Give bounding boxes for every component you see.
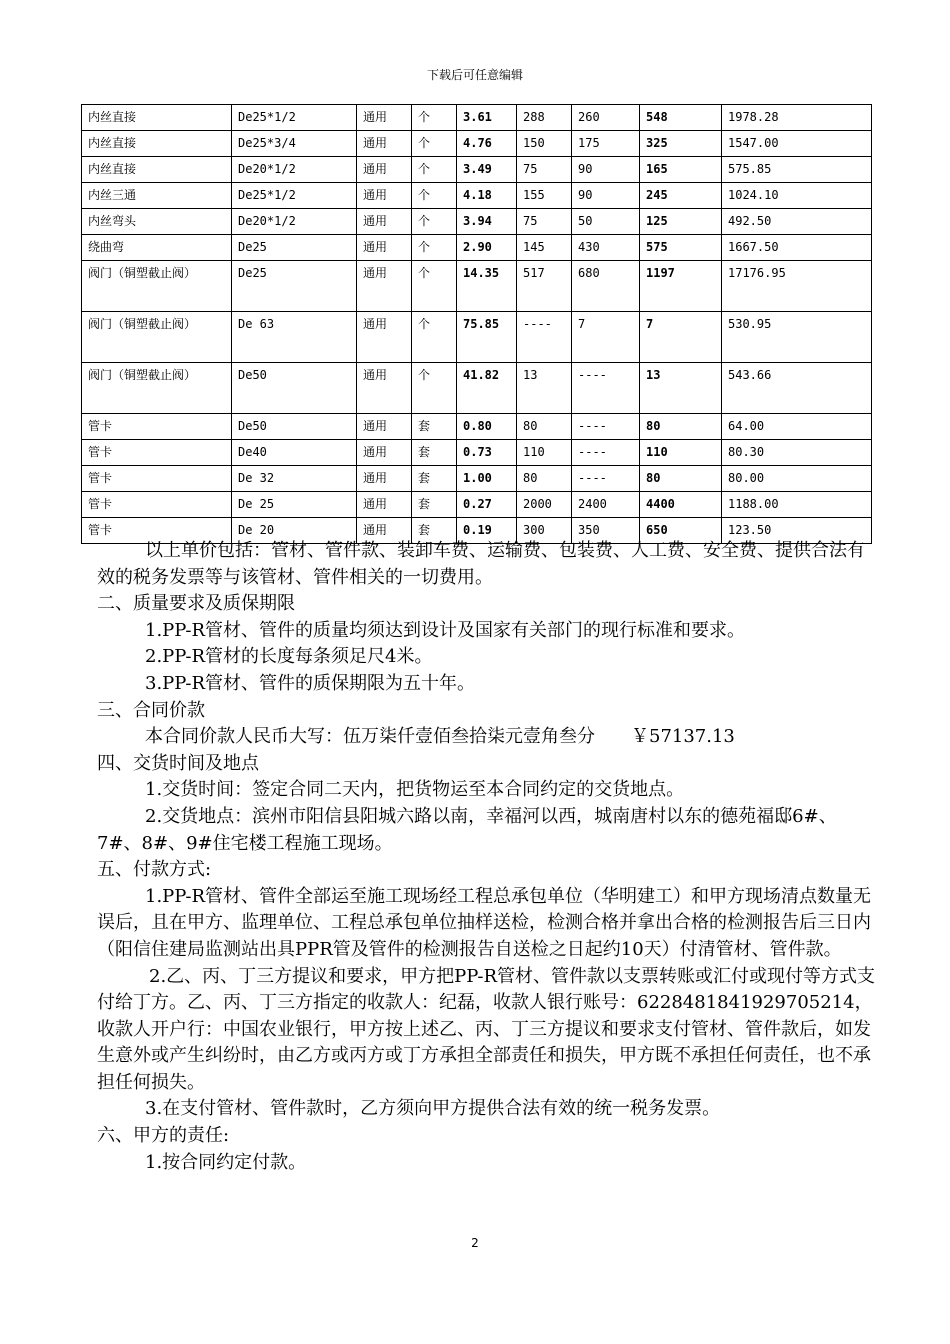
table-row <box>82 157 872 183</box>
item-use-cell: 通用 <box>357 209 412 235</box>
table-row <box>82 261 872 312</box>
item-unit-cell: 个 <box>412 131 457 157</box>
item-name-cell: 内丝直接 <box>82 131 232 157</box>
item-name-cell: 阀门（铜塑截止阀） <box>82 363 232 414</box>
quality-clause-2: 2.PP-R管材的长度每条须足尺4米。 <box>145 646 433 668</box>
item-quantity-a-cell: 150 <box>517 131 572 157</box>
quality-clause-3: 3.PP-R管材、管件的质保期限为五十年。 <box>145 672 476 694</box>
section-heading-delivery: 四、交货时间及地点 <box>97 752 259 774</box>
item-name-cell: 内丝弯头 <box>82 209 232 235</box>
item-use-cell: 通用 <box>357 492 412 518</box>
item-quantity-b-cell: 90 <box>572 157 640 183</box>
item-use-cell: 通用 <box>357 235 412 261</box>
item-total-quantity-cell: 245 <box>640 183 722 209</box>
section-heading-quality: 二、质量要求及质保期限 <box>97 593 295 615</box>
party-a-clause-1: 1.按合同约定付款。 <box>145 1151 307 1173</box>
item-quantity-a-cell: ---- <box>517 312 572 363</box>
item-quantity-a-cell: 110 <box>517 440 572 466</box>
item-unit-cell: 个 <box>412 157 457 183</box>
table-row <box>82 235 872 261</box>
item-name-cell: 管卡 <box>82 440 232 466</box>
item-unit-price-cell: 0.73 <box>457 440 517 466</box>
table-row <box>82 492 872 518</box>
item-total-quantity-cell: 110 <box>640 440 722 466</box>
item-use-cell: 通用 <box>357 466 412 492</box>
item-total-quantity-cell: 575 <box>640 235 722 261</box>
item-use-cell: 通用 <box>357 261 412 312</box>
item-use-cell: 通用 <box>357 312 412 363</box>
page-header: 下载后可任意编辑 <box>426 68 523 82</box>
delivery-place-clause: 2.交货地点：滨州市阳信县阳城六路以南，幸福河以西，城南唐村以东的德苑福邸6#、7#、8#、9#住宅楼工程施工现场。 <box>97 805 837 854</box>
item-amount-cell: 123.50 <box>722 518 872 544</box>
item-spec-cell: De 20 <box>232 518 357 544</box>
item-name-cell: 内丝直接 <box>82 157 232 183</box>
item-unit-price-cell: 3.49 <box>457 157 517 183</box>
item-amount-cell: 1547.00 <box>722 131 872 157</box>
item-total-quantity-cell: 80 <box>640 414 722 440</box>
item-quantity-b-cell: 175 <box>572 131 640 157</box>
item-name-cell: 绕曲弯 <box>82 235 232 261</box>
item-unit-price-cell: 41.82 <box>457 363 517 414</box>
item-unit-cell: 个 <box>412 312 457 363</box>
item-unit-cell: 套 <box>412 466 457 492</box>
item-unit-cell: 个 <box>412 183 457 209</box>
payment-clause-3: 3.在支付管材、管件款时，乙方须向甲方提供合法有效的统一税务发票。 <box>145 1098 721 1120</box>
item-name-cell: 内丝三通 <box>82 183 232 209</box>
section-heading-payment: 五、付款方式: <box>97 859 212 881</box>
item-amount-cell: 543.66 <box>722 363 872 414</box>
item-quantity-a-cell: 517 <box>517 261 572 312</box>
item-total-quantity-cell: 650 <box>640 518 722 544</box>
item-quantity-a-cell: 75 <box>517 157 572 183</box>
item-quantity-b-cell: ---- <box>572 440 640 466</box>
item-total-quantity-cell: 7 <box>640 312 722 363</box>
item-use-cell: 通用 <box>357 105 412 131</box>
item-amount-cell: 80.30 <box>722 440 872 466</box>
item-use-cell: 通用 <box>357 414 412 440</box>
item-unit-cell: 套 <box>412 440 457 466</box>
item-quantity-a-cell: 155 <box>517 183 572 209</box>
item-quantity-a-cell: 145 <box>517 235 572 261</box>
item-use-cell: 通用 <box>357 157 412 183</box>
section-heading-party-a: 六、甲方的责任: <box>97 1125 230 1147</box>
item-spec-cell: De20*1/2 <box>232 157 357 183</box>
table-row <box>82 183 872 209</box>
item-unit-price-cell: 14.35 <box>457 261 517 312</box>
item-quantity-b-cell: ---- <box>572 414 640 440</box>
table-row <box>82 209 872 235</box>
item-amount-cell: 80.00 <box>722 466 872 492</box>
item-quantity-a-cell: 288 <box>517 105 572 131</box>
table-row <box>82 414 872 440</box>
item-quantity-b-cell: 350 <box>572 518 640 544</box>
page-number: 2 <box>471 1236 479 1250</box>
item-unit-cell: 套 <box>412 518 457 544</box>
item-spec-cell: De50 <box>232 414 357 440</box>
item-total-quantity-cell: 125 <box>640 209 722 235</box>
item-total-quantity-cell: 548 <box>640 105 722 131</box>
item-total-quantity-cell: 4400 <box>640 492 722 518</box>
item-unit-price-cell: 0.19 <box>457 518 517 544</box>
table-row <box>82 466 872 492</box>
item-unit-price-cell: 0.80 <box>457 414 517 440</box>
item-unit-price-cell: 4.18 <box>457 183 517 209</box>
item-amount-cell: 1978.28 <box>722 105 872 131</box>
item-quantity-b-cell: 2400 <box>572 492 640 518</box>
item-unit-price-cell: 1.00 <box>457 466 517 492</box>
item-spec-cell: De50 <box>232 363 357 414</box>
contract-price-paragraph: 本合同价款人民币大写：伍万柒仟壹佰叁拾柒元壹角叁分 ￥57137.13 <box>145 726 735 748</box>
item-quantity-b-cell: 680 <box>572 261 640 312</box>
item-name-cell: 管卡 <box>82 466 232 492</box>
item-quantity-b-cell: 50 <box>572 209 640 235</box>
item-amount-cell: 575.85 <box>722 157 872 183</box>
section-heading-price: 三、合同价款 <box>97 699 205 721</box>
item-name-cell: 管卡 <box>82 492 232 518</box>
item-amount-cell: 1188.00 <box>722 492 872 518</box>
item-quantity-b-cell: 90 <box>572 183 640 209</box>
item-total-quantity-cell: 1197 <box>640 261 722 312</box>
item-unit-price-cell: 2.90 <box>457 235 517 261</box>
item-spec-cell: De25*1/2 <box>232 105 357 131</box>
item-spec-cell: De25*1/2 <box>232 183 357 209</box>
item-total-quantity-cell: 165 <box>640 157 722 183</box>
item-quantity-a-cell: 80 <box>517 466 572 492</box>
item-use-cell: 通用 <box>357 440 412 466</box>
table-row <box>82 105 872 131</box>
item-unit-price-cell: 4.76 <box>457 131 517 157</box>
contract-text <box>97 538 877 1176</box>
item-unit-price-cell: 3.61 <box>457 105 517 131</box>
item-amount-cell: 17176.95 <box>722 261 872 312</box>
item-quantity-b-cell: 7 <box>572 312 640 363</box>
item-spec-cell: De20*1/2 <box>232 209 357 235</box>
item-unit-cell: 个 <box>412 105 457 131</box>
item-use-cell: 通用 <box>357 183 412 209</box>
item-use-cell: 通用 <box>357 518 412 544</box>
item-amount-cell: 1024.10 <box>722 183 872 209</box>
item-unit-price-cell: 0.27 <box>457 492 517 518</box>
item-total-quantity-cell: 325 <box>640 131 722 157</box>
materials-table <box>81 104 872 544</box>
item-quantity-b-cell: ---- <box>572 466 640 492</box>
table-row <box>82 131 872 157</box>
item-spec-cell: De 32 <box>232 466 357 492</box>
item-unit-cell: 个 <box>412 363 457 414</box>
payment-clause-1: 1.PP-R管材、管件全部运至施工现场经工程总承包单位（华明建工）和甲方现场清点数量无误后，且在甲方、监理单位、工程总承包单位抽样送检，检测合格并拿出合格的检测报告后三日内（阳信住建局监测站出具PPR管及管件的检测报告自送检之日起约10天）付清管材、管件款。 <box>97 885 872 960</box>
item-quantity-a-cell: 80 <box>517 414 572 440</box>
item-quantity-a-cell: 2000 <box>517 492 572 518</box>
price-includes-paragraph: 以上单价包括：管材、管件款、装卸车费、运输费、包装费、人工费、安全费、提供合法有效的税务发票等与该管材、管件相关的一切费用。 <box>97 540 865 588</box>
item-quantity-a-cell: 13 <box>517 363 572 414</box>
item-spec-cell: De25*3/4 <box>232 131 357 157</box>
item-amount-cell: 64.00 <box>722 414 872 440</box>
item-unit-price-cell: 3.94 <box>457 209 517 235</box>
item-name-cell: 管卡 <box>82 518 232 544</box>
table-row <box>82 440 872 466</box>
item-unit-cell: 套 <box>412 492 457 518</box>
item-spec-cell: De 25 <box>232 492 357 518</box>
item-spec-cell: De25 <box>232 235 357 261</box>
quality-clause-1: 1.PP-R管材、管件的质量均须达到设计及国家有关部门的现行标准和要求。 <box>145 619 746 641</box>
item-quantity-b-cell: 430 <box>572 235 640 261</box>
table-row <box>82 363 872 414</box>
item-total-quantity-cell: 80 <box>640 466 722 492</box>
item-amount-cell: 1667.50 <box>722 235 872 261</box>
item-amount-cell: 492.50 <box>722 209 872 235</box>
item-total-quantity-cell: 13 <box>640 363 722 414</box>
item-name-cell: 阀门（铜塑截止阀） <box>82 261 232 312</box>
item-name-cell: 管卡 <box>82 414 232 440</box>
item-quantity-a-cell: 75 <box>517 209 572 235</box>
item-quantity-a-cell: 300 <box>517 518 572 544</box>
item-unit-cell: 个 <box>412 261 457 312</box>
item-spec-cell: De40 <box>232 440 357 466</box>
payment-clause-2: 2.乙、丙、丁三方提议和要求，甲方把PP-R管材、管件款以支票转账或汇付或现付等方式支付给丁方。乙、丙、丁三方指定的收款人：纪磊，收款人银行账号：6228481841929705214，收款人开户行：中国农业银行，甲方按上述乙、丙、丁三方提议和要求支付管材、管件款后，如发生意外或产生纠纷时，由乙方或丙方或丁方承担全部责任和损失，甲方既不承担任何责任，也不承担任何损失。 <box>97 965 876 1093</box>
item-amount-cell: 530.95 <box>722 312 872 363</box>
item-name-cell: 阀门（铜塑截止阀） <box>82 312 232 363</box>
item-quantity-b-cell: 260 <box>572 105 640 131</box>
item-spec-cell: De25 <box>232 261 357 312</box>
item-unit-cell: 个 <box>412 209 457 235</box>
item-spec-cell: De 63 <box>232 312 357 363</box>
item-unit-cell: 个 <box>412 235 457 261</box>
item-unit-price-cell: 75.85 <box>457 312 517 363</box>
item-name-cell: 内丝直接 <box>82 105 232 131</box>
table-row <box>82 312 872 363</box>
delivery-time-clause: 1.交货时间：签定合同二天内，把货物运至本合同约定的交货地点。 <box>145 779 685 801</box>
item-use-cell: 通用 <box>357 131 412 157</box>
item-quantity-b-cell: ---- <box>572 363 640 414</box>
item-unit-cell: 套 <box>412 414 457 440</box>
item-use-cell: 通用 <box>357 363 412 414</box>
